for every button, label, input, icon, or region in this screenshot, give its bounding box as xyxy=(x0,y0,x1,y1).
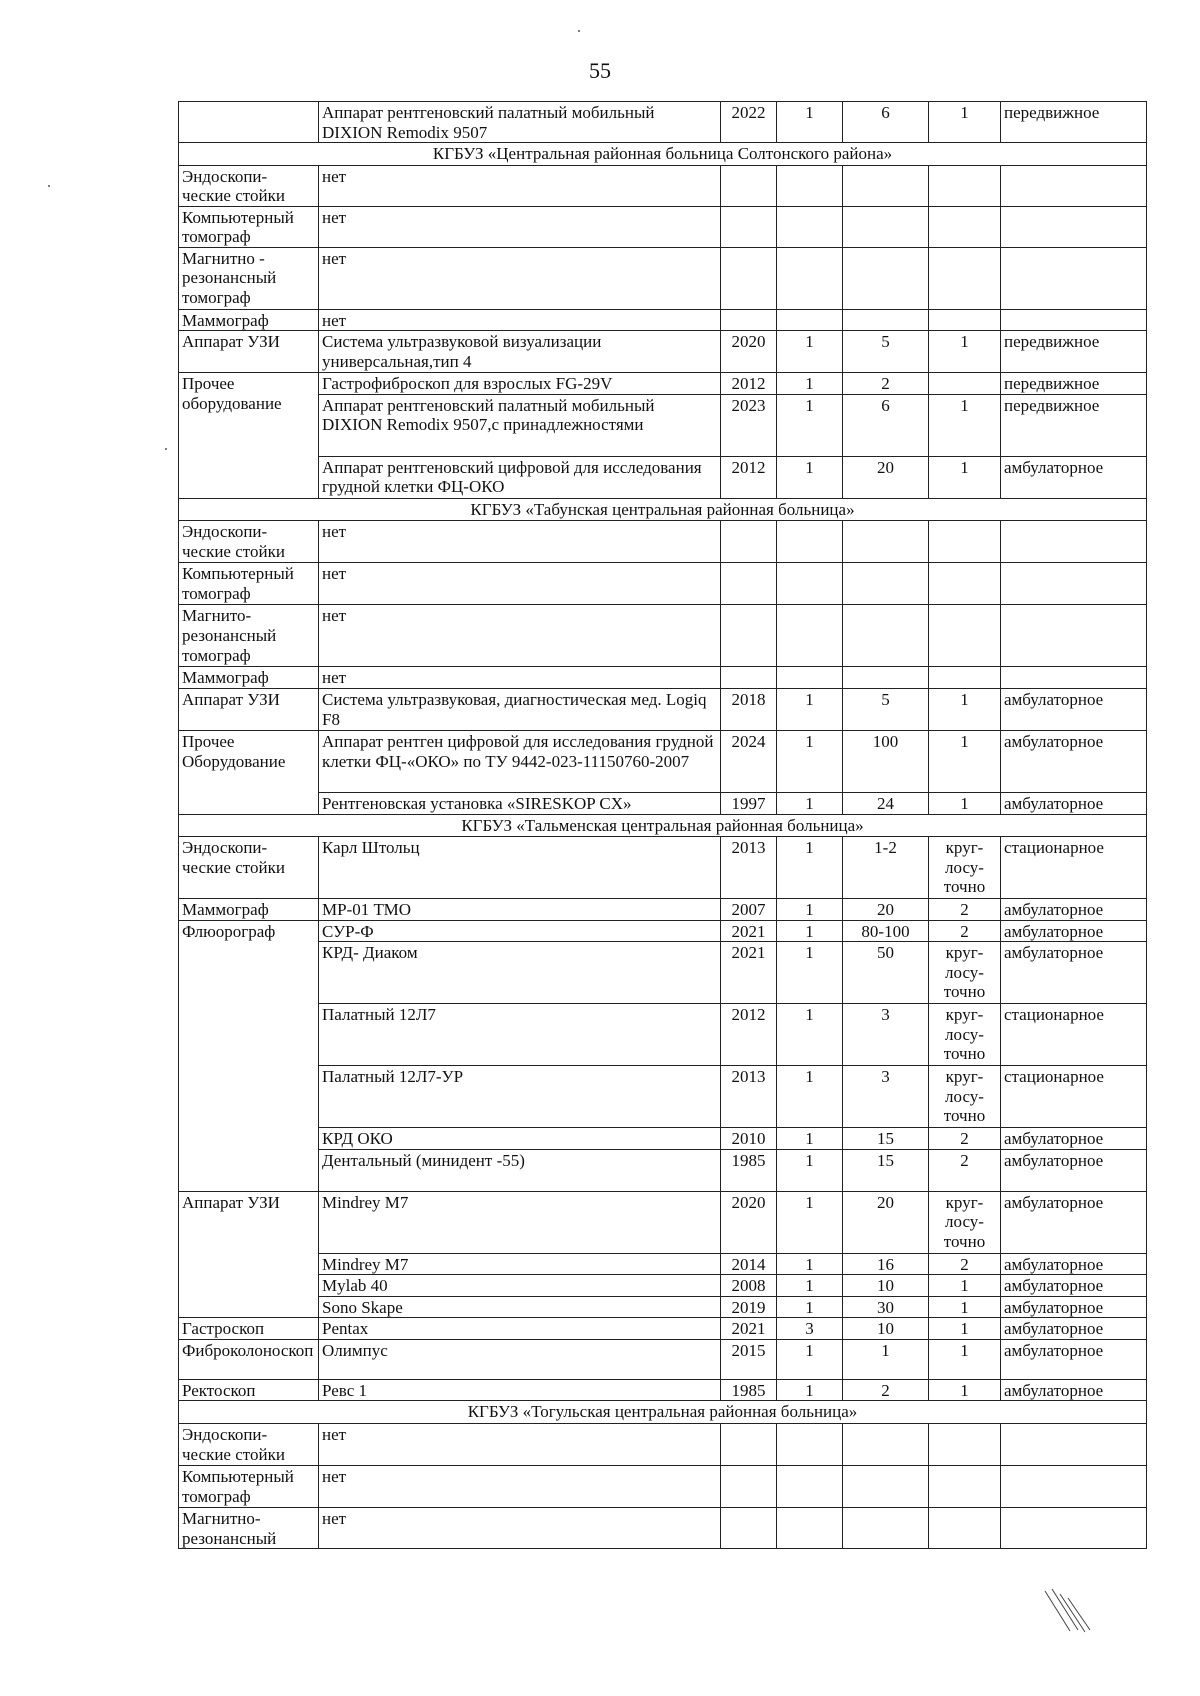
shift-cell: 1 xyxy=(929,689,1001,731)
capacity-cell: 80-100 xyxy=(843,920,929,942)
year-cell: 2012 xyxy=(721,456,777,498)
year-cell: 2023 xyxy=(721,394,777,456)
mode-cell xyxy=(1001,1466,1147,1508)
quantity-cell xyxy=(777,309,843,331)
year-cell: 2022 xyxy=(721,102,777,143)
quantity-cell xyxy=(777,1508,843,1549)
quantity-cell xyxy=(777,247,843,309)
year-cell: 2018 xyxy=(721,689,777,731)
mode-cell: амбулаторное xyxy=(1001,1149,1147,1191)
scan-speck xyxy=(165,448,167,450)
shift-cell xyxy=(929,309,1001,331)
capacity-cell xyxy=(843,309,929,331)
quantity-cell: 1 xyxy=(777,1296,843,1318)
table-row xyxy=(179,1191,1147,1253)
table-row xyxy=(179,689,1147,731)
equipment-name-cell: Ревс 1 xyxy=(319,1379,721,1401)
mode-cell: амбулаторное xyxy=(1001,1191,1147,1253)
year-cell: 2010 xyxy=(721,1128,777,1150)
quantity-cell: 1 xyxy=(777,920,843,942)
equipment-name-cell: МР-01 ТМО xyxy=(319,899,721,921)
equipment-table xyxy=(178,101,1147,1549)
category-cell xyxy=(179,102,319,143)
capacity-cell: 6 xyxy=(843,394,929,456)
category-cell: Эндоскопи-ческие стойки xyxy=(179,521,319,563)
equipment-name-cell: Аппарат рентгеновский палатный мобильный DIXION Remodix 9507 xyxy=(319,102,721,143)
equipment-name-cell: Олимпус xyxy=(319,1339,721,1379)
equipment-name-cell: нет xyxy=(319,521,721,563)
table-row xyxy=(179,1128,1147,1150)
mode-cell xyxy=(1001,521,1147,563)
quantity-cell xyxy=(777,667,843,689)
shift-cell: 1 xyxy=(929,1339,1001,1379)
mode-cell: амбулаторное xyxy=(1001,731,1147,793)
year-cell xyxy=(721,1508,777,1549)
capacity-cell: 10 xyxy=(843,1318,929,1340)
quantity-cell xyxy=(777,605,843,667)
table-row xyxy=(179,373,1147,395)
mode-cell: передвижное xyxy=(1001,394,1147,456)
mode-cell: амбулаторное xyxy=(1001,1318,1147,1340)
shift-cell: круг-лосу-точно xyxy=(929,1004,1001,1066)
table-row xyxy=(179,793,1147,815)
shift-cell: круг-лосу-точно xyxy=(929,1066,1001,1128)
capacity-cell: 5 xyxy=(843,689,929,731)
table-row xyxy=(179,920,1147,942)
equipment-name-cell: Палатный 12Л7-УР xyxy=(319,1066,721,1128)
section-header-row xyxy=(179,143,1147,166)
table-row xyxy=(179,667,1147,689)
quantity-cell: 1 xyxy=(777,394,843,456)
table-row xyxy=(179,899,1147,921)
equipment-name-cell: Sono Skape xyxy=(319,1296,721,1318)
category-cell: Эндоскопи-ческие стойки xyxy=(179,165,319,206)
quantity-cell: 1 xyxy=(777,899,843,921)
capacity-cell xyxy=(843,206,929,247)
capacity-cell: 100 xyxy=(843,731,929,793)
table-row xyxy=(179,563,1147,605)
shift-cell: круг-лосу-точно xyxy=(929,837,1001,899)
quantity-cell: 1 xyxy=(777,1339,843,1379)
table-row xyxy=(179,1466,1147,1508)
mode-cell xyxy=(1001,605,1147,667)
table-row xyxy=(179,331,1147,373)
quantity-cell: 1 xyxy=(777,1191,843,1253)
shift-cell: 2 xyxy=(929,1253,1001,1275)
category-cell: Компьютерный томограф xyxy=(179,1466,319,1508)
capacity-cell xyxy=(843,521,929,563)
year-cell xyxy=(721,605,777,667)
shift-cell: 1 xyxy=(929,731,1001,793)
equipment-name-cell: КРД- Диаком xyxy=(319,942,721,1004)
mode-cell xyxy=(1001,165,1147,206)
mode-cell xyxy=(1001,206,1147,247)
quantity-cell: 1 xyxy=(777,102,843,143)
table-row xyxy=(179,942,1147,1004)
year-cell xyxy=(721,247,777,309)
table-row xyxy=(179,837,1147,899)
quantity-cell: 1 xyxy=(777,1128,843,1150)
section-header-row xyxy=(179,1401,1147,1424)
table-row xyxy=(179,394,1147,456)
quantity-cell xyxy=(777,165,843,206)
shift-cell: 1 xyxy=(929,331,1001,373)
year-cell: 2013 xyxy=(721,1066,777,1128)
capacity-cell: 3 xyxy=(843,1066,929,1128)
equipment-name-cell: КРД ОКО xyxy=(319,1128,721,1150)
quantity-cell: 1 xyxy=(777,793,843,815)
table-row xyxy=(179,102,1147,143)
capacity-cell xyxy=(843,1466,929,1508)
year-cell xyxy=(721,309,777,331)
table-row xyxy=(179,165,1147,206)
quantity-cell: 1 xyxy=(777,837,843,899)
capacity-cell: 30 xyxy=(843,1296,929,1318)
mode-cell: амбулаторное xyxy=(1001,942,1147,1004)
quantity-cell: 1 xyxy=(777,373,843,395)
quantity-cell: 1 xyxy=(777,942,843,1004)
year-cell: 2012 xyxy=(721,1004,777,1066)
section-header-row xyxy=(179,814,1147,837)
category-cell: Аппарат УЗИ xyxy=(179,331,319,373)
quantity-cell: 1 xyxy=(777,331,843,373)
mode-cell: амбулаторное xyxy=(1001,1296,1147,1318)
shift-cell: 1 xyxy=(929,394,1001,456)
category-cell: Аппарат УЗИ xyxy=(179,1191,319,1318)
quantity-cell: 1 xyxy=(777,1004,843,1066)
capacity-cell: 20 xyxy=(843,1191,929,1253)
equipment-name-cell: СУР-Ф xyxy=(319,920,721,942)
equipment-name-cell: Дентальный (минидент -55) xyxy=(319,1149,721,1191)
table-row xyxy=(179,1004,1147,1066)
quantity-cell: 1 xyxy=(777,1379,843,1401)
shift-cell: 2 xyxy=(929,920,1001,942)
year-cell: 2014 xyxy=(721,1253,777,1275)
year-cell: 2024 xyxy=(721,731,777,793)
page-number: 55 xyxy=(589,58,611,83)
quantity-cell: 1 xyxy=(777,689,843,731)
table-row xyxy=(179,1424,1147,1466)
year-cell xyxy=(721,206,777,247)
mode-cell: амбулаторное xyxy=(1001,1379,1147,1401)
equipment-table-body xyxy=(179,102,1147,1549)
table-row xyxy=(179,206,1147,247)
equipment-name-cell: нет xyxy=(319,1508,721,1549)
year-cell xyxy=(721,521,777,563)
capacity-cell: 5 xyxy=(843,331,929,373)
year-cell xyxy=(721,165,777,206)
shift-cell: 1 xyxy=(929,1318,1001,1340)
year-cell: 2019 xyxy=(721,1296,777,1318)
table-row xyxy=(179,1318,1147,1340)
category-cell: Прочее Оборудование xyxy=(179,731,319,815)
section-header-row xyxy=(179,498,1147,521)
mode-cell: передвижное xyxy=(1001,373,1147,395)
mode-cell: амбулаторное xyxy=(1001,793,1147,815)
quantity-cell xyxy=(777,1424,843,1466)
equipment-name-cell: Палатный 12Л7 xyxy=(319,1004,721,1066)
year-cell: 1985 xyxy=(721,1149,777,1191)
year-cell xyxy=(721,1466,777,1508)
year-cell: 2021 xyxy=(721,920,777,942)
capacity-cell: 10 xyxy=(843,1275,929,1297)
capacity-cell xyxy=(843,667,929,689)
year-cell: 2021 xyxy=(721,942,777,1004)
equipment-name-cell: Аппарат рентгеновский палатный мобильный DIXION Remodix 9507,с принадлежностями xyxy=(319,394,721,456)
shift-cell: 1 xyxy=(929,456,1001,498)
table-row xyxy=(179,1275,1147,1297)
section-title: КГБУЗ «Центральная районная больница Солтонского района» xyxy=(179,143,1147,166)
equipment-name-cell: нет xyxy=(319,1424,721,1466)
equipment-name-cell: нет xyxy=(319,247,721,309)
equipment-name-cell: Аппарат рентген цифровой для исследования грудной клетки ФЦ-«ОКО» по ТУ 9442-023-11150760-2007 xyxy=(319,731,721,793)
capacity-cell: 3 xyxy=(843,1004,929,1066)
capacity-cell: 15 xyxy=(843,1128,929,1150)
shift-cell xyxy=(929,1466,1001,1508)
table-row xyxy=(179,1508,1147,1549)
category-cell: Эндоскопи-ческие стойки xyxy=(179,837,319,899)
mode-cell: амбулаторное xyxy=(1001,1339,1147,1379)
quantity-cell xyxy=(777,206,843,247)
category-cell: Эндоскопи-ческие стойки xyxy=(179,1424,319,1466)
shift-cell xyxy=(929,206,1001,247)
quantity-cell: 1 xyxy=(777,456,843,498)
category-cell: Компьютерный томограф xyxy=(179,206,319,247)
shift-cell: 2 xyxy=(929,899,1001,921)
mode-cell: амбулаторное xyxy=(1001,1128,1147,1150)
quantity-cell: 1 xyxy=(777,1149,843,1191)
category-cell: Флюорограф xyxy=(179,920,319,1191)
capacity-cell xyxy=(843,1424,929,1466)
shift-cell xyxy=(929,373,1001,395)
equipment-name-cell: Mylab 40 xyxy=(319,1275,721,1297)
mode-cell xyxy=(1001,1508,1147,1549)
category-cell: Магнитно - резонансный томограф xyxy=(179,247,319,309)
table-row xyxy=(179,247,1147,309)
shift-cell xyxy=(929,667,1001,689)
mode-cell: передвижное xyxy=(1001,331,1147,373)
shift-cell xyxy=(929,247,1001,309)
table-row xyxy=(179,456,1147,498)
section-title: КГБУЗ «Тальменская центральная районная больница» xyxy=(179,814,1147,837)
year-cell: 1985 xyxy=(721,1379,777,1401)
category-cell: Магнито-резонансный томограф xyxy=(179,605,319,667)
shift-cell xyxy=(929,521,1001,563)
capacity-cell xyxy=(843,1508,929,1549)
mode-cell: передвижное xyxy=(1001,102,1147,143)
capacity-cell: 20 xyxy=(843,899,929,921)
category-cell: Аппарат УЗИ xyxy=(179,689,319,731)
section-title: КГБУЗ «Табунская центральная районная больница» xyxy=(179,498,1147,521)
year-cell xyxy=(721,1424,777,1466)
equipment-name-cell: Аппарат рентгеновский цифровой для исследования грудной клетки ФЦ-ОКО xyxy=(319,456,721,498)
year-cell: 2020 xyxy=(721,1191,777,1253)
shift-cell: 2 xyxy=(929,1128,1001,1150)
year-cell: 2008 xyxy=(721,1275,777,1297)
capacity-cell: 24 xyxy=(843,793,929,815)
mode-cell xyxy=(1001,563,1147,605)
quantity-cell: 1 xyxy=(777,1253,843,1275)
mode-cell xyxy=(1001,1424,1147,1466)
table-row xyxy=(179,731,1147,793)
shift-cell: 1 xyxy=(929,1296,1001,1318)
capacity-cell xyxy=(843,165,929,206)
category-cell: Ректоскоп xyxy=(179,1379,319,1401)
mode-cell xyxy=(1001,309,1147,331)
shift-cell xyxy=(929,605,1001,667)
capacity-cell xyxy=(843,563,929,605)
equipment-name-cell: нет xyxy=(319,309,721,331)
quantity-cell: 3 xyxy=(777,1318,843,1340)
shift-cell: круг-лосу-точно xyxy=(929,1191,1001,1253)
capacity-cell: 15 xyxy=(843,1149,929,1191)
category-cell: Гастроскоп xyxy=(179,1318,319,1340)
table-row xyxy=(179,1066,1147,1128)
capacity-cell xyxy=(843,247,929,309)
equipment-name-cell: Система ультразвуковая, диагностическая мед. Logiq F8 xyxy=(319,689,721,731)
equipment-name-cell: Mindrey M7 xyxy=(319,1253,721,1275)
mode-cell: амбулаторное xyxy=(1001,1253,1147,1275)
capacity-cell: 20 xyxy=(843,456,929,498)
mode-cell: амбулаторное xyxy=(1001,899,1147,921)
quantity-cell xyxy=(777,521,843,563)
quantity-cell: 1 xyxy=(777,731,843,793)
equipment-name-cell: нет xyxy=(319,206,721,247)
shift-cell: круг-лосу-точно xyxy=(929,942,1001,1004)
year-cell: 1997 xyxy=(721,793,777,815)
shift-cell xyxy=(929,165,1001,206)
year-cell: 2013 xyxy=(721,837,777,899)
year-cell: 2015 xyxy=(721,1339,777,1379)
mode-cell: амбулаторное xyxy=(1001,456,1147,498)
quantity-cell: 1 xyxy=(777,1066,843,1128)
equipment-name-cell: Карл Штольц xyxy=(319,837,721,899)
mode-cell: амбулаторное xyxy=(1001,689,1147,731)
equipment-name-cell: нет xyxy=(319,1466,721,1508)
table-row xyxy=(179,1339,1147,1379)
quantity-cell xyxy=(777,1466,843,1508)
equipment-name-cell: нет xyxy=(319,667,721,689)
mode-cell xyxy=(1001,247,1147,309)
capacity-cell xyxy=(843,605,929,667)
table-row xyxy=(179,1253,1147,1275)
category-cell: Маммограф xyxy=(179,309,319,331)
year-cell: 2012 xyxy=(721,373,777,395)
year-cell: 2007 xyxy=(721,899,777,921)
shift-cell: 1 xyxy=(929,793,1001,815)
equipment-name-cell: Система ультразвуковой визуализации универсальная,тип 4 xyxy=(319,331,721,373)
capacity-cell: 16 xyxy=(843,1253,929,1275)
scan-speck xyxy=(48,185,50,187)
shift-cell xyxy=(929,1424,1001,1466)
capacity-cell: 6 xyxy=(843,102,929,143)
table-row xyxy=(179,1379,1147,1401)
shift-cell: 1 xyxy=(929,1275,1001,1297)
year-cell xyxy=(721,563,777,605)
table-row xyxy=(179,521,1147,563)
shift-cell xyxy=(929,563,1001,605)
scan-speck xyxy=(578,30,580,32)
capacity-cell: 1 xyxy=(843,1339,929,1379)
category-cell: Прочее оборудование xyxy=(179,373,319,499)
table-row xyxy=(179,1296,1147,1318)
table-row xyxy=(179,1149,1147,1191)
quantity-cell: 1 xyxy=(777,1275,843,1297)
shift-cell: 2 xyxy=(929,1149,1001,1191)
section-title: КГБУЗ «Тогульская центральная районная больница» xyxy=(179,1401,1147,1424)
mode-cell xyxy=(1001,667,1147,689)
mode-cell: стационарное xyxy=(1001,1004,1147,1066)
year-cell: 2021 xyxy=(721,1318,777,1340)
shift-cell xyxy=(929,1508,1001,1549)
category-cell: Маммограф xyxy=(179,899,319,921)
capacity-cell: 1-2 xyxy=(843,837,929,899)
table-row xyxy=(179,605,1147,667)
year-cell xyxy=(721,667,777,689)
mode-cell: стационарное xyxy=(1001,1066,1147,1128)
year-cell: 2020 xyxy=(721,331,777,373)
capacity-cell: 2 xyxy=(843,373,929,395)
category-cell: Маммограф xyxy=(179,667,319,689)
equipment-name-cell: Mindrey M7 xyxy=(319,1191,721,1253)
category-cell: Компьютерный томограф xyxy=(179,563,319,605)
equipment-name-cell: Гастрофиброскоп для взрослых FG-29V xyxy=(319,373,721,395)
capacity-cell: 50 xyxy=(843,942,929,1004)
equipment-name-cell: Pentax xyxy=(319,1318,721,1340)
equipment-name-cell: нет xyxy=(319,563,721,605)
mode-cell: амбулаторное xyxy=(1001,920,1147,942)
shift-cell: 1 xyxy=(929,1379,1001,1401)
equipment-name-cell: нет xyxy=(319,605,721,667)
shift-cell: 1 xyxy=(929,102,1001,143)
category-cell: Фиброколоноскоп xyxy=(179,1339,319,1379)
quantity-cell xyxy=(777,563,843,605)
signature-mark xyxy=(1040,1586,1100,1636)
mode-cell: стационарное xyxy=(1001,837,1147,899)
equipment-name-cell: Рентгеновская установка «SIRESKOP CX» xyxy=(319,793,721,815)
capacity-cell: 2 xyxy=(843,1379,929,1401)
mode-cell: амбулаторное xyxy=(1001,1275,1147,1297)
equipment-name-cell: нет xyxy=(319,165,721,206)
category-cell: Магнитно-резонансный xyxy=(179,1508,319,1549)
table-row xyxy=(179,309,1147,331)
